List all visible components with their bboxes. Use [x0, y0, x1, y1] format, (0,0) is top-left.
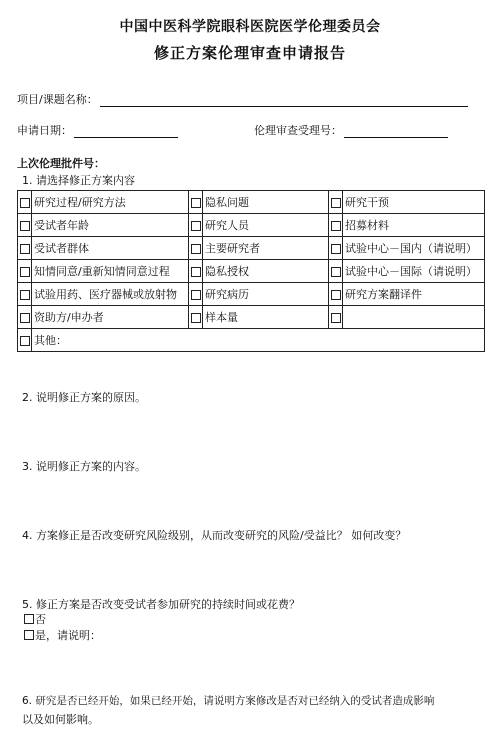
table-row: [18, 214, 485, 237]
checkbox[interactable]: [191, 244, 201, 254]
checkbox[interactable]: [20, 267, 30, 277]
table-row: [18, 260, 485, 283]
option-label: 研究干预: [345, 196, 389, 209]
question-3: 3. 说明修正方案的内容。: [22, 460, 146, 473]
checkbox[interactable]: [20, 290, 30, 300]
option-label: 隐私问题: [205, 196, 249, 209]
option-label: [343, 311, 345, 324]
table-row: [18, 306, 485, 329]
project-name-row: [17, 91, 468, 107]
q5-option-no[interactable]: [24, 611, 46, 627]
option-label: 隐私授权: [205, 265, 249, 278]
question-4: 4. 方案修正是否改变研究风险级别，从而改变研究的风险/受益比？ 如何改变？: [22, 529, 407, 542]
checkbox[interactable]: [191, 267, 201, 277]
table-row: [18, 191, 485, 214]
apply-date-field[interactable]: [74, 126, 178, 138]
checkbox[interactable]: [20, 313, 30, 323]
option-label: 研究方案翻译件: [345, 288, 422, 301]
question-2: 2. 说明修正方案的原因。: [22, 391, 146, 404]
option-label: 研究病历: [205, 288, 249, 301]
apply-date-row: [17, 122, 178, 138]
checkbox[interactable]: [331, 244, 341, 254]
checkbox[interactable]: [191, 313, 201, 323]
q5-no-label: 否: [35, 613, 46, 626]
project-name-label: 项目/课题名称：: [17, 93, 98, 106]
project-name-field[interactable]: [100, 95, 468, 107]
checkbox[interactable]: [20, 244, 30, 254]
organization-name: 中国中医科学院眼科医院医学伦理委员会: [119, 19, 381, 35]
checkbox[interactable]: [331, 221, 341, 231]
checkbox[interactable]: [20, 198, 30, 208]
acceptance-no-field[interactable]: [344, 126, 448, 138]
option-label: 试验用药、医疗器械或放射物: [34, 288, 177, 301]
table-row: [18, 283, 485, 306]
modification-options-table: [17, 190, 485, 352]
option-label: 受试者年龄: [34, 219, 89, 232]
checkbox-yes[interactable]: [24, 630, 34, 640]
question-1: 1. 请选择修正方案内容: [22, 174, 135, 187]
option-label: 研究人员: [205, 219, 249, 232]
option-label: 试验中心－国内（请说明）: [345, 242, 477, 255]
checkbox[interactable]: [191, 221, 201, 231]
checkbox-no[interactable]: [24, 614, 34, 624]
option-label: 样本量: [205, 311, 238, 324]
option-label: 主要研究者: [205, 242, 260, 255]
checkbox-other[interactable]: [20, 336, 30, 346]
option-label: 试验中心－国际（请说明）: [345, 265, 477, 278]
form-title: 修正方案伦理审查申请报告: [153, 44, 346, 62]
option-label: 招募材料: [345, 219, 389, 232]
q5-yes-label: 是，请说明：: [35, 629, 101, 642]
option-label: 知情同意/重新知情同意过程: [34, 265, 170, 278]
checkbox[interactable]: [20, 221, 30, 231]
q5-option-yes[interactable]: [24, 627, 101, 643]
option-label: 研究过程/研究方法: [34, 196, 126, 209]
checkbox[interactable]: [331, 313, 341, 323]
acceptance-no-row: [254, 122, 448, 138]
checkbox[interactable]: [191, 198, 201, 208]
question-6-line-1: 6. 研究是否已经开始，如果已经开始，请说明方案修改是否对已经纳入的受试者造成影响: [22, 695, 435, 707]
option-label: 受试者群体: [34, 242, 89, 255]
acceptance-no-label: 伦理审查受理号：: [254, 124, 342, 137]
checkbox[interactable]: [191, 290, 201, 300]
checkbox[interactable]: [331, 198, 341, 208]
checkbox[interactable]: [331, 267, 341, 277]
last-approval-no-label: 上次伦理批件号：: [17, 157, 105, 170]
table-row: [18, 237, 485, 260]
option-label: 资助方/申办者: [34, 311, 104, 324]
apply-date-label: 申请日期：: [17, 124, 72, 137]
question-6-line-2: 以及如何影响。: [22, 713, 99, 726]
question-5: 5. 修正方案是否改变受试者参加研究的持续时间或花费？: [22, 598, 300, 611]
other-option-label: 其他：: [34, 334, 67, 347]
table-row: [18, 329, 485, 352]
checkbox[interactable]: [331, 290, 341, 300]
